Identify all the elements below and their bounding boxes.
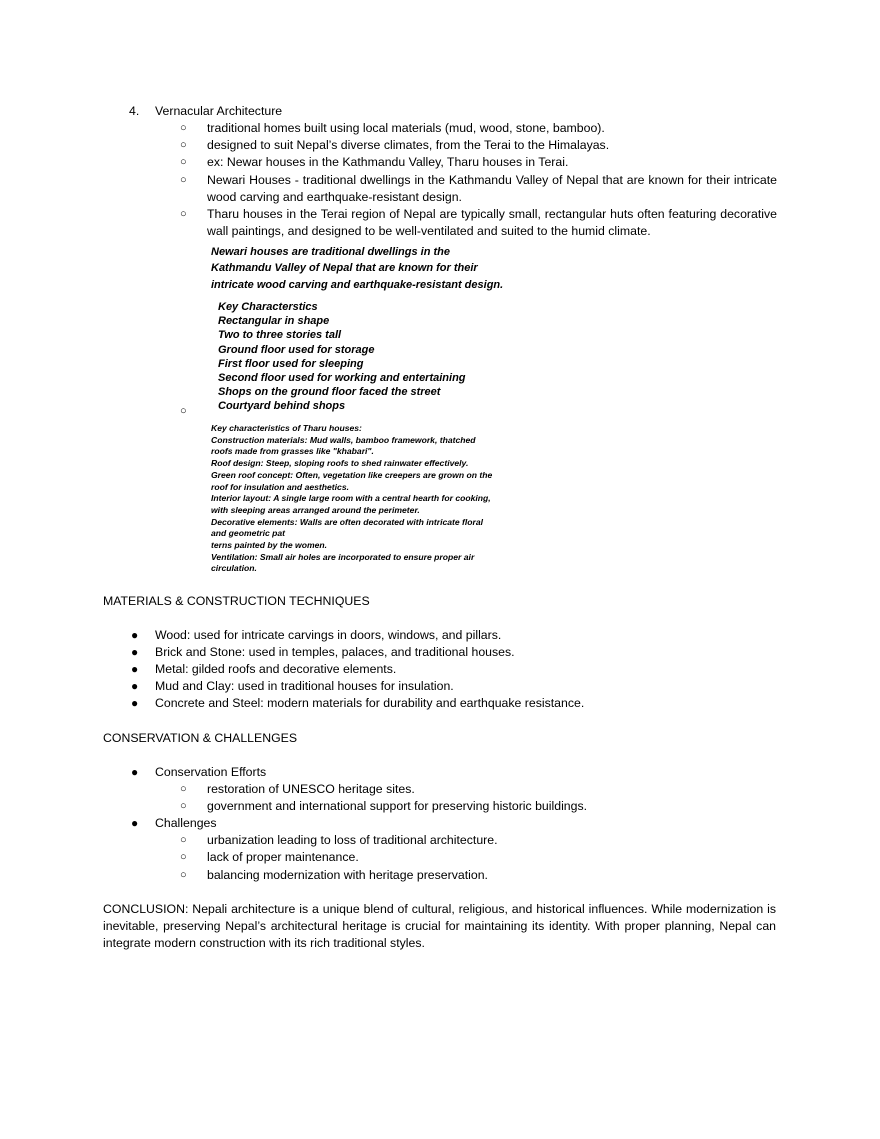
list-item: balancing modernization with heritage preservation. — [207, 868, 488, 882]
list-item: Mud and Clay: used in traditional houses for insulation. — [155, 679, 454, 693]
materials-heading: MATERIALS & CONSTRUCTION TECHNIQUES — [103, 594, 370, 608]
list-item: traditional homes built using local materials (mud, wood, stone, bamboo). — [207, 121, 605, 135]
disc-bullet-icon: ● — [131, 765, 139, 779]
list-item: Tharu houses in the Terai region of Nepal are typically small, rectangular huts often featuring decorative wall paintings, and designed to be well-ventilated and suited to the humid climate. — [207, 207, 777, 238]
disc-bullet-icon: ● — [131, 696, 139, 710]
circle-bullet-icon: ○ — [180, 800, 187, 812]
key-line: Courtyard behind shops — [218, 400, 346, 413]
challenges-label: Challenges — [155, 816, 217, 830]
tharu-line: roofs made from grasses like "khabari". — [211, 446, 374, 457]
circle-bullet-icon: ○ — [180, 851, 187, 863]
key-line: Key Characterstics — [218, 301, 318, 313]
list-item: ex: Newar houses in the Kathmandu Valley, Tharu houses in Terai. — [207, 155, 569, 169]
newari-intro-line: Newari houses are traditional dwellings in the — [211, 246, 450, 258]
list-item: Metal: gilded roofs and decorative elements. — [155, 662, 397, 676]
list-number: 4. — [129, 104, 140, 118]
circle-bullet-icon: ○ — [180, 405, 187, 417]
disc-bullet-icon: ● — [131, 679, 139, 693]
key-characteristics — [218, 300, 466, 414]
list-item: restoration of UNESCO heritage sites. — [207, 782, 415, 796]
tharu-characteristics — [211, 423, 541, 575]
circle-bullet-icon: ○ — [180, 208, 187, 220]
tharu-line: Roof design: Steep, sloping roofs to shed rainwater effectively. — [211, 458, 469, 469]
tharu-line: roof for insulation and aesthetics. — [211, 481, 349, 492]
circle-bullet-icon: ○ — [180, 834, 187, 846]
key-line: Shops on the ground floor faced the street — [218, 386, 441, 399]
conservation-heading: CONSERVATION & CHALLENGES — [103, 731, 298, 745]
circle-bullet-icon: ○ — [180, 869, 187, 881]
disc-bullet-icon: ● — [131, 628, 139, 642]
list-item: urbanization leading to loss of traditional architecture. — [207, 833, 498, 847]
disc-bullet-icon: ● — [131, 662, 139, 676]
newari-intro-line: Kathmandu Valley of Nepal that are known for their — [211, 262, 478, 274]
list-item: government and international support for preserving historic buildings. — [207, 799, 588, 813]
list-item: Concrete and Steel: modern materials for durability and earthquake resistance. — [155, 696, 585, 710]
tharu-line: with sleeping areas arranged around the perimeter. — [211, 504, 420, 515]
tharu-line: Construction materials: Mud walls, bamboo framework, thatched — [211, 434, 476, 445]
list-item: Brick and Stone: used in temples, palaces, and traditional houses. — [155, 645, 515, 659]
circle-bullet-icon: ○ — [180, 139, 187, 151]
tharu-line: Interior layout: A single large room with a central hearth for cooking, — [211, 493, 491, 504]
tharu-line: circulation. — [211, 563, 257, 574]
efforts-label: Conservation Efforts — [155, 765, 267, 779]
tharu-line: and geometric pat — [211, 528, 286, 539]
newari-intro-line: intricate wood carving and earthquake-resistant design. — [211, 279, 504, 291]
key-line: Ground floor used for storage — [218, 343, 375, 356]
tharu-line: Green roof concept: Often, vegetation like creepers are grown on the — [211, 469, 493, 480]
section-title: Vernacular Architecture — [155, 104, 283, 118]
circle-bullet-icon: ○ — [180, 783, 187, 795]
tharu-line: Decorative elements: Walls are often decorated with intricate floral — [211, 516, 484, 527]
tharu-line: Ventilation: Small air holes are incorporated to ensure proper air — [211, 551, 475, 562]
key-line: Second floor used for working and entertaining — [218, 372, 466, 385]
tharu-line: terns painted by the women. — [211, 540, 328, 551]
newari-intro — [211, 244, 541, 293]
conclusion-paragraph: CONCLUSION: Nepali architecture is a unique blend of cultural, religious, and historical influences. While modernization is inevitable, preserving Nepal’s architectural heritage is crucial for maintaining its identity. With proper planning, Nepal can integrate modern construction with its rich traditional styles. — [103, 902, 776, 950]
disc-bullet-icon: ● — [131, 645, 139, 659]
disc-bullet-icon: ● — [131, 816, 139, 830]
circle-bullet-icon: ○ — [180, 122, 187, 134]
key-line: Two to three stories tall — [218, 329, 342, 342]
key-line: First floor used for sleeping — [218, 357, 364, 370]
list-item: Newari Houses - traditional dwellings in the Kathmandu Valley of Nepal that are known for their intricate wood carving and earthquake-resistant design. — [207, 173, 777, 204]
circle-bullet-icon: ○ — [180, 156, 187, 168]
key-line: Rectangular in shape — [218, 315, 330, 328]
list-item: designed to suit Nepal’s diverse climates, from the Terai to the Himalayas. — [207, 138, 610, 152]
tharu-line: Key characteristics of Tharu houses: — [211, 423, 362, 433]
list-item: lack of proper maintenance. — [207, 850, 359, 864]
list-item: Wood: used for intricate carvings in doors, windows, and pillars. — [155, 628, 502, 642]
circle-bullet-icon: ○ — [180, 174, 187, 186]
